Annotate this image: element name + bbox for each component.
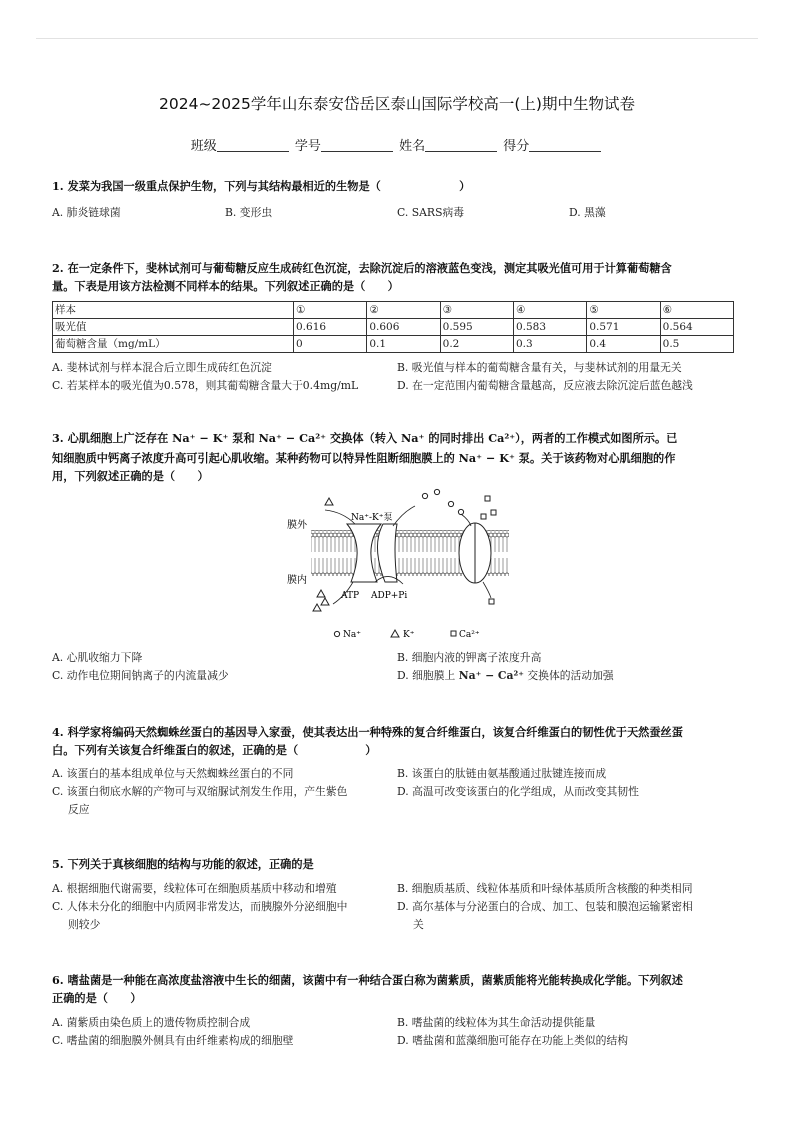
table-cell: ① bbox=[294, 302, 367, 319]
table-row bbox=[53, 336, 734, 353]
q6-options-row2 bbox=[52, 1032, 742, 1050]
q3-option-d-ion: Na⁺ − Ca²⁺ bbox=[458, 669, 524, 682]
score-blank[interactable] bbox=[529, 139, 601, 152]
table-cell: 0.4 bbox=[587, 336, 660, 353]
score-label: 得分 bbox=[503, 139, 530, 154]
na-ion bbox=[422, 493, 427, 498]
table-cell: 0.616 bbox=[294, 319, 367, 336]
table-cell: 0.3 bbox=[513, 336, 586, 353]
q3-ion-na: Na⁺ bbox=[401, 431, 425, 445]
q3-text: 交换体（转入 bbox=[329, 431, 398, 445]
table-cell: 0.5 bbox=[660, 336, 733, 353]
k-ion bbox=[325, 498, 333, 505]
q1-options bbox=[52, 204, 742, 222]
k-ion bbox=[317, 590, 325, 597]
q1-option-d[interactable]: D. 黑藻 bbox=[569, 206, 606, 219]
legend-k-label: K⁺ bbox=[403, 630, 415, 640]
table-cell: 样本 bbox=[53, 302, 294, 319]
q5-options-row1 bbox=[52, 880, 742, 898]
ca-ion bbox=[489, 599, 494, 604]
legend-ca-label: Ca²⁺ bbox=[459, 630, 480, 640]
q3-options-row1 bbox=[52, 649, 742, 667]
table-cell: ⑥ bbox=[660, 302, 733, 319]
table-row bbox=[53, 302, 734, 319]
q3-ion-nak: Na⁺ − K⁺ bbox=[172, 431, 229, 445]
q3-text: 泵。关于该药物对心肌细胞的作 bbox=[518, 451, 676, 465]
q3-text: ），两者的工作模式如图所示。已 bbox=[515, 431, 678, 445]
q5-stem: 5. 下列关于真核细胞的结构与功能的叙述，正确的是 bbox=[52, 857, 314, 871]
q3-stem-line1 bbox=[52, 428, 742, 449]
q6-option-a[interactable]: A. 菌紫质由染色质上的遗传物质控制合成 bbox=[52, 1016, 251, 1029]
q1-stem: 1. 发菜为我国一级重点保护生物，下列与其结构最相近的生物是（ ） bbox=[52, 179, 471, 193]
na-ion bbox=[458, 509, 463, 514]
q4-option-c[interactable]: C. 该蛋白彻底水解的产物可与双缩脲试剂发生作用，产生紫色 bbox=[52, 785, 348, 798]
table-row bbox=[53, 319, 734, 336]
q4-option-b[interactable]: B. 该蛋白的肽链由氨基酸通过肽键连接而成 bbox=[397, 767, 607, 780]
k-ion bbox=[313, 604, 321, 611]
q4-options-row2 bbox=[52, 783, 742, 801]
ca-ion bbox=[485, 496, 490, 501]
student-info-line bbox=[0, 135, 794, 154]
legend-ca-icon bbox=[451, 631, 456, 636]
name-label: 姓名 bbox=[399, 139, 426, 154]
class-label: 班级 bbox=[190, 139, 217, 154]
q3-text: 的同时排出 bbox=[428, 431, 485, 445]
q5-option-d-cont: 关 bbox=[413, 918, 424, 931]
q2-stem-line1: 2. 在一定条件下，斐林试剂可与葡萄糖反应生成砖红色沉淀，去除沉淀后的溶液蓝色变浅，测定其吸光值可用于计算葡萄糖含 bbox=[52, 261, 672, 275]
table-cell: ② bbox=[367, 302, 440, 319]
q1-option-c[interactable]: C. SARS病毒 bbox=[397, 206, 465, 219]
table-cell: 吸光值 bbox=[53, 319, 294, 336]
q6-stem-line1: 6. 嗜盐菌是一种能在高浓度盐溶液中生长的细菌，该菌中有一种结合蛋白称为菌紫质，菌紫质能将光能转换成化学能。下列叙述 bbox=[52, 973, 683, 987]
q5-option-d[interactable]: D. 高尔基体与分泌蛋白的合成、加工、包装和膜泡运输紧密相 bbox=[397, 900, 693, 913]
na-ion bbox=[448, 501, 453, 506]
table-cell: 葡萄糖含量（mg/mL） bbox=[53, 336, 294, 353]
number-label: 学号 bbox=[294, 139, 321, 154]
q1-option-b[interactable]: B. 变形虫 bbox=[225, 206, 273, 219]
q3-ion-naca: Na⁺ − Ca²⁺ bbox=[258, 431, 327, 445]
q6-stem-line2: 正确的是（ ） bbox=[52, 991, 142, 1005]
inside-label: 膜内 bbox=[287, 575, 307, 586]
q3-option-d-text: D. 细胞膜上 bbox=[397, 669, 456, 682]
legend-k-icon bbox=[391, 630, 399, 637]
q4-stem-line1: 4. 科学家将编码天然蜘蛛丝蛋白的基因导入家蚕，使其表达出一种特殊的复合纤维蛋白，该复合纤维蛋白的韧性优于天然蚕丝蛋 bbox=[52, 725, 683, 739]
q5-options-row2 bbox=[52, 898, 742, 916]
q2-option-d[interactable]: D. 在一定范围内葡萄糖含量越高，反应液去除沉淀后蓝色越浅 bbox=[397, 379, 693, 392]
q3-ion-ca: Ca²⁺ bbox=[488, 431, 516, 445]
table-cell: 0.595 bbox=[440, 319, 513, 336]
table-cell: 0.2 bbox=[440, 336, 513, 353]
q3-option-b[interactable]: B. 细胞内液的钾离子浓度升高 bbox=[397, 651, 542, 664]
q3-option-d-tail: 交换体的活动加强 bbox=[527, 669, 614, 682]
q1-option-a[interactable]: A. 肺炎链球菌 bbox=[52, 206, 121, 219]
k-ion bbox=[321, 598, 329, 605]
header-rule bbox=[36, 38, 758, 39]
q2-options-row1 bbox=[52, 359, 742, 377]
q3-option-d[interactable] bbox=[397, 667, 742, 685]
q5-options-row3 bbox=[52, 916, 742, 934]
q3-ion-nak-2: Na⁺ − K⁺ bbox=[458, 451, 515, 465]
q4-option-a[interactable]: A. 该蛋白的基本组成单位与天然蜘蛛丝蛋白的不同 bbox=[52, 767, 294, 780]
q3-stem-line3: 用，下列叙述正确的是（ ） bbox=[52, 469, 209, 483]
outside-label: 膜外 bbox=[287, 520, 307, 531]
table-cell: 0.583 bbox=[513, 319, 586, 336]
q6-option-c[interactable]: C. 嗜盐菌的细胞膜外侧具有由纤维素构成的细胞壁 bbox=[52, 1034, 294, 1047]
table-cell: 0.571 bbox=[587, 319, 660, 336]
legend-na-label: Na⁺ bbox=[343, 630, 361, 640]
table-cell: 0.1 bbox=[367, 336, 440, 353]
table-cell: ③ bbox=[440, 302, 513, 319]
q4-options-row3 bbox=[52, 801, 742, 819]
table-cell: 0.606 bbox=[367, 319, 440, 336]
q5-option-b[interactable]: B. 细胞质基质、线粒体基质和叶绿体基质所含核酸的种类相同 bbox=[397, 882, 693, 895]
table-cell: ⑤ bbox=[587, 302, 660, 319]
membrane-diagram bbox=[285, 486, 515, 646]
q3-text: 泵和 bbox=[232, 431, 255, 445]
arrow-ca-out bbox=[483, 582, 491, 598]
q5-option-c[interactable]: C. 人体未分化的细胞中内质网非常发达，而胰腺外分泌细胞中 bbox=[52, 900, 348, 913]
arrow-k-in bbox=[393, 506, 415, 526]
number-blank[interactable] bbox=[321, 139, 393, 152]
table-cell: 0 bbox=[294, 336, 367, 353]
q4-options-row1 bbox=[52, 765, 742, 783]
q2-option-b[interactable]: B. 吸光值与样本的葡萄糖含量有关，与斐林试剂的用量无关 bbox=[397, 361, 682, 374]
legend-na-icon bbox=[334, 631, 339, 636]
class-blank[interactable] bbox=[217, 139, 289, 152]
q5-option-c-cont: 则较少 bbox=[68, 918, 101, 931]
q2-stem-line2: 量。下表是用该方法检测不同样本的结果。下列叙述正确的是（ ） bbox=[52, 279, 399, 293]
q3-text: 3. 心肌细胞上广泛存在 bbox=[52, 431, 169, 445]
page-title: 2024~2025学年山东泰安岱岳区泰山国际学校高一(上)期中生物试卷 bbox=[159, 95, 635, 113]
q3-options-row2 bbox=[52, 667, 742, 685]
q3-option-c[interactable]: C. 动作电位期间钠离子的内流量减少 bbox=[52, 669, 229, 682]
table-cell: ④ bbox=[513, 302, 586, 319]
q2-option-c[interactable]: C. 若某样本的吸光值为0.578，则其葡萄糖含量大于0.4mg/mL bbox=[52, 379, 359, 392]
q2-option-a[interactable]: A. 斐林试剂与样本混合后立即生成砖红色沉淀 bbox=[52, 361, 272, 374]
adp-label: ADP+Pi bbox=[371, 591, 408, 601]
q4-option-c-cont: 反应 bbox=[68, 803, 90, 816]
q4-option-d[interactable]: D. 高温可改变该蛋白的化学组成，从而改变其韧性 bbox=[397, 785, 639, 798]
q4-stem-line2: 白。下列有关该复合纤维蛋白的叙述，正确的是（ ） bbox=[52, 743, 377, 757]
q5-option-a[interactable]: A. 根据细胞代谢需要，线粒体可在细胞质基质中移动和增殖 bbox=[52, 882, 337, 895]
q6-option-b[interactable]: B. 嗜盐菌的线粒体为其生命活动提供能量 bbox=[397, 1016, 596, 1029]
atp-label: ATP bbox=[341, 591, 360, 601]
q6-option-d[interactable]: D. 嗜盐菌和蓝藻细胞可能存在功能上类似的结构 bbox=[397, 1034, 629, 1047]
na-ion bbox=[434, 489, 439, 494]
q3-text: 知细胞质中钙离子浓度升高可引起心肌收缩。某种药物可以特异性阻断细胞膜上的 bbox=[52, 451, 455, 465]
q6-options-row1 bbox=[52, 1014, 742, 1032]
q2-table bbox=[52, 301, 734, 353]
q3-option-a[interactable]: A. 心肌收缩力下降 bbox=[52, 651, 143, 664]
table-cell: 0.564 bbox=[660, 319, 733, 336]
q2-options-row2 bbox=[52, 377, 742, 395]
name-blank[interactable] bbox=[425, 139, 497, 152]
ca-ion bbox=[491, 510, 496, 515]
pump-label: Na⁺-K⁺泵 bbox=[351, 513, 393, 523]
ca-ion bbox=[481, 514, 486, 519]
